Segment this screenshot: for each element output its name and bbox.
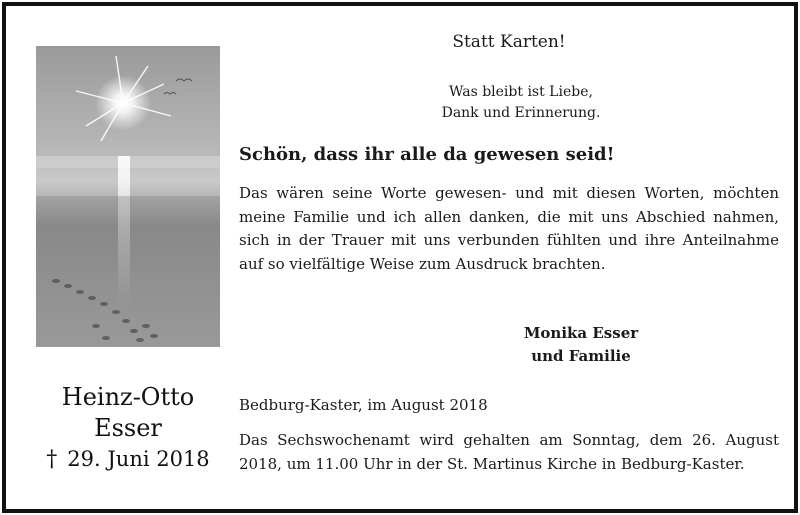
first-name: Heinz-Otto [61, 383, 195, 411]
deceased-name [24, 382, 232, 444]
place-date: Bedburg-Kaster, im August 2018 [239, 396, 488, 414]
heading: Statt Karten! [452, 32, 566, 52]
quote-line: Was bleibt ist Liebe, [449, 84, 593, 100]
last-name: Esser [94, 414, 162, 442]
obituary-card [2, 2, 798, 513]
signature-line: und Familie [531, 347, 631, 365]
signature-line: Monika Esser [523, 324, 639, 342]
death-date-line [24, 447, 232, 472]
sunset-sea-footprints-image [36, 46, 220, 347]
subheading: Schön, dass ihr alle da gewesen seid! [239, 144, 615, 165]
cross-icon: † [46, 447, 58, 472]
thanks-paragraph: Das wären seine Worte gewesen- und mit diesen Worten, möchten meine Familie und ich allen danken, die mit uns Abschied nahmen, sich in der Trauer mit uns verbunden fühlten und ihre Anteilnahme auf so vielfältige Weise zum Ausdruck brachten. [239, 184, 779, 273]
death-date: 29. Juni 2018 [67, 447, 210, 471]
mass-notice: Das Sechswochenamt wird gehalten am Sonntag, dem 26. August 2018, um 11.00 Uhr in der St. Martinus Kirche in Bedburg-Kaster. [239, 431, 779, 473]
quote [246, 82, 796, 124]
signature [486, 322, 676, 368]
quote-line: Dank und Erinnerung. [441, 105, 601, 121]
